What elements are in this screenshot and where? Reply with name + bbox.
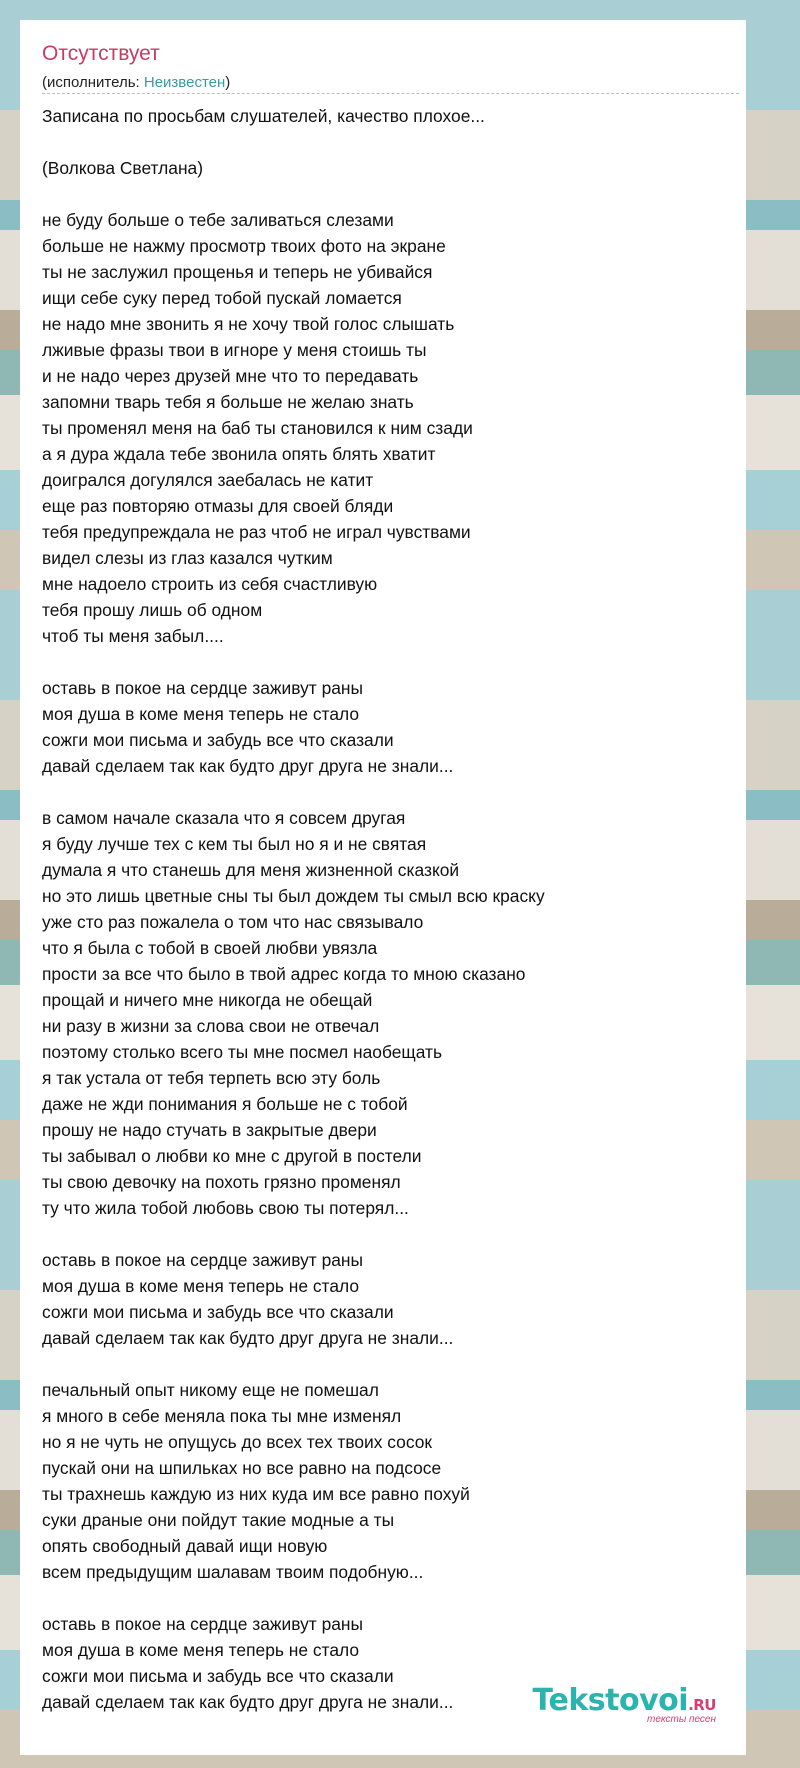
lyrics-line: в самом начале сказала что я совсем другая (42, 808, 406, 828)
lyrics-line: запомни тварь тебя я больше не желаю знать (42, 392, 414, 412)
lyrics-line: поэтому столько всего ты мне посмел наобещать (42, 1042, 443, 1062)
lyrics-blank-line (42, 1351, 545, 1377)
lyrics-line: не надо мне звонить я не хочу твой голос слышать (42, 314, 455, 334)
lyrics-line: Записана по просьбам слушателей, качество плохое... (42, 106, 485, 126)
lyrics-line: я буду лучше тех с кем ты был но я и не святая (42, 834, 427, 854)
lyrics-line: но я не чуть не опущусь до всех тех твоих сосок (42, 1432, 433, 1452)
lyrics-line: прошу не надо стучать в закрытые двери (42, 1120, 377, 1140)
lyrics-line: сожги мои письма и забудь все что сказали (42, 730, 394, 750)
lyrics-line: ты не заслужил прощенья и теперь не убивайся (42, 262, 433, 282)
lyrics-line: еще раз повторяю отмазы для своей бляди (42, 496, 394, 516)
lyrics-line: оставь в покое на сердце заживут раны (42, 678, 364, 698)
lyrics-line: но это лишь цветные сны ты был дождем ты смыл всю краску (42, 886, 545, 906)
lyrics-line: ищи себе суку перед тобой пускай ломается (42, 288, 402, 308)
lyrics-line: а я дура ждала тебе звонила опять блять хватит (42, 444, 436, 464)
lyrics-line: давай сделаем так как будто друг друга не знали... (42, 1328, 454, 1348)
lyrics-line: тебя предупреждала не раз чтоб не играл чувствами (42, 522, 471, 542)
lyrics-line: ты забывал о любви ко мне с другой в постели (42, 1146, 422, 1166)
lyrics-line: больше не нажму просмотр твоих фото на экране (42, 236, 446, 256)
performer-line (42, 74, 230, 91)
lyrics-line: я так устала от тебя терпеть всю эту боль (42, 1068, 381, 1088)
lyrics-blank-line (42, 129, 545, 155)
lyrics-line: моя душа в коме меня теперь не стало (42, 704, 360, 724)
lyrics-line: лживые фразы твои в игноре у меня стоишь ты (42, 340, 427, 360)
lyrics-line: мне надоело строить из себя счастливую (42, 574, 378, 594)
lyrics-line: ту что жила тобой любовь свою ты потерял... (42, 1198, 409, 1218)
title-divider (42, 93, 739, 94)
lyrics-line: видел слезы из глаз казался чутким (42, 548, 333, 568)
site-logo[interactable] (533, 1683, 716, 1725)
lyrics-line: тебя прошу лишь об одном (42, 600, 263, 620)
lyrics-line: моя душа в коме меня теперь не стало (42, 1640, 360, 1660)
lyrics-line: прощай и ничего мне никогда не обещай (42, 990, 373, 1010)
lyrics-line: моя душа в коме меня теперь не стало (42, 1276, 360, 1296)
lyrics-line: прости за все что было в твой адрес когда то мною сказано (42, 964, 526, 984)
lyrics-line: опять свободный давай ищи новую (42, 1536, 328, 1556)
lyrics-line: думала я что станешь для меня жизненной сказкой (42, 860, 460, 880)
performer-prefix: (исполнитель: (42, 74, 144, 91)
lyrics-line: не буду больше о тебе заливаться слезами (42, 210, 394, 230)
lyrics-line: давай сделаем так как будто друг друга не знали... (42, 1692, 454, 1712)
lyrics-line: оставь в покое на сердце заживут раны (42, 1250, 364, 1270)
lyrics-card (20, 20, 746, 1755)
lyrics-line: оставь в покое на сердце заживут раны (42, 1614, 364, 1634)
song-title: Отсутствует (42, 42, 160, 65)
logo-tld: .RU (688, 1696, 716, 1714)
lyrics-line: всем предыдущим шалавам твоим подобную... (42, 1562, 424, 1582)
logo-tagline: тексты песен (647, 1714, 716, 1725)
lyrics-blank-line (42, 181, 545, 207)
lyrics-blank-line (42, 1221, 545, 1247)
lyrics-text (42, 103, 545, 1715)
performer-link[interactable]: Неизвестен (143, 74, 226, 91)
lyrics-line: пускай они на шпильках но все равно на подсосе (42, 1458, 442, 1478)
lyrics-line: (Волкова Светлана) (42, 158, 204, 178)
lyrics-blank-line (42, 1585, 545, 1611)
lyrics-line: ни разу в жизни за слова свои не отвечал (42, 1016, 380, 1036)
lyrics-blank-line (42, 649, 545, 675)
lyrics-line: сожги мои письма и забудь все что сказали (42, 1302, 394, 1322)
lyrics-line: чтоб ты меня забыл.... (42, 626, 224, 646)
lyrics-line: ты трахнешь каждую из них куда им все равно похуй (42, 1484, 470, 1504)
logo-wordmark: Tekstovoi (532, 1683, 689, 1718)
lyrics-line: давай сделаем так как будто друг друга не знали... (42, 756, 454, 776)
lyrics-line: я много в себе меняла пока ты мне изменял (42, 1406, 402, 1426)
lyrics-line: суки драные они пойдут такие модные а ты (42, 1510, 395, 1530)
lyrics-line: ты свою девочку на похоть грязно променял (42, 1172, 401, 1192)
lyrics-blank-line (42, 779, 545, 805)
lyrics-line: сожги мои письма и забудь все что сказали (42, 1666, 394, 1686)
lyrics-line: уже сто раз пожалела о том что нас связывало (42, 912, 424, 932)
lyrics-line: доигрался догулялся заебалась не катит (42, 470, 374, 490)
lyrics-line: даже не жди понимания я больше не с тобой (42, 1094, 408, 1114)
lyrics-line: что я была с тобой в своей любви увязла (42, 938, 378, 958)
lyrics-line: ты променял меня на баб ты становился к ним сзади (42, 418, 473, 438)
performer-suffix: ) (225, 74, 231, 91)
lyrics-line: и не надо через друзей мне что то передавать (42, 366, 419, 386)
lyrics-line: печальный опыт никому еще не помешал (42, 1380, 379, 1400)
